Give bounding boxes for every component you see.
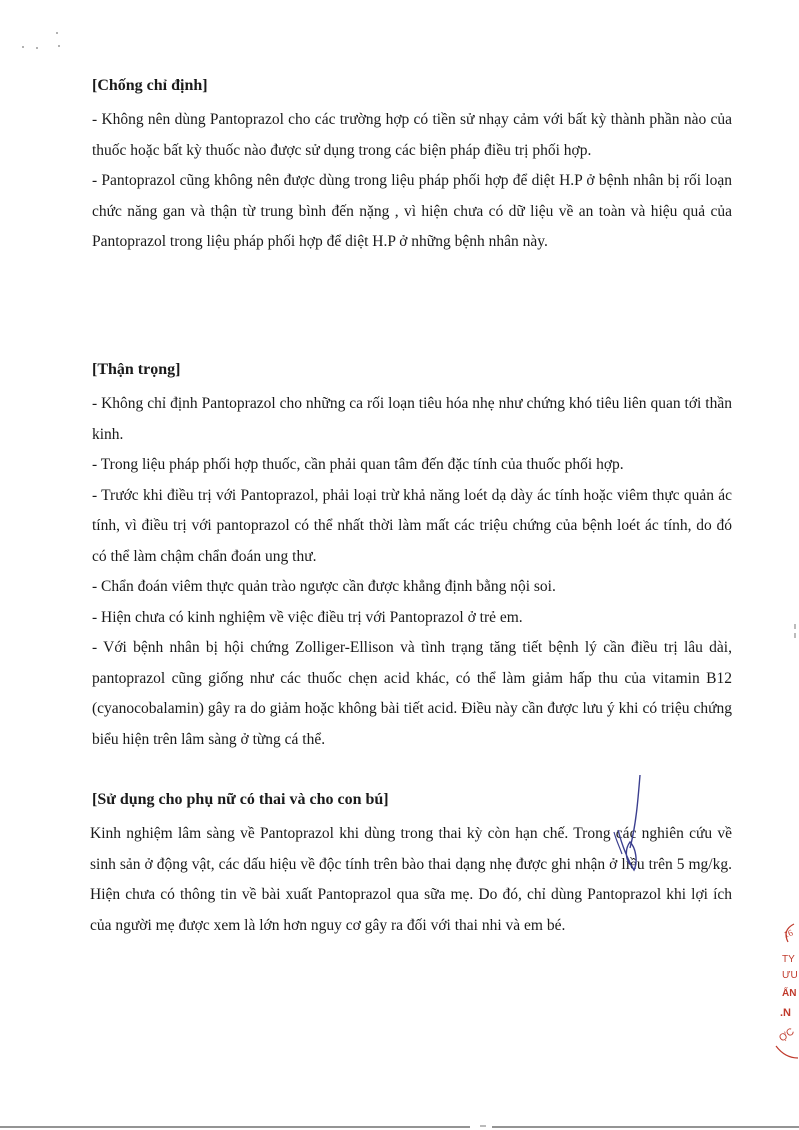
- svg-text:TY: TY: [782, 954, 795, 965]
- pregnancy-heading: [Sử dụng cho phụ nữ có thai và cho con bú]: [92, 791, 389, 808]
- edge-mark: [793, 624, 797, 638]
- precautions-paragraph: - Hiện chưa có kinh nghiệm về việc điều trị với Pantoprazol ở trẻ em.: [92, 608, 523, 626]
- precautions-section: [92, 360, 732, 755]
- contraindications-paragraph: - Pantoprazol cũng không nên được dùng trong liệu pháp phối hợp để diệt H.P ở bệnh nhân bị rối loạn chức năng gan và thận từ trung bình đến nặng , vì hiện chưa có dữ liệu về an toàn và hiệu quả của Pantoprazol trong liệu pháp phối hợp để diệt H.P ở những bệnh nhân này.: [92, 172, 732, 250]
- precautions-paragraph: - Chẩn đoán viêm thực quản trào ngược cần được khẳng định bằng nội soi.: [92, 578, 556, 595]
- contraindications-heading: [Chống chỉ định]: [92, 77, 208, 94]
- footer-rule: [0, 1118, 799, 1130]
- svg-text:.N: .N: [780, 1007, 791, 1019]
- contraindications-section: [92, 76, 732, 258]
- signature-icon: [600, 770, 670, 890]
- precautions-paragraph: - Với bệnh nhân bị hội chứng Zolliger-Ellison và tình trạng tăng tiết bệnh lý cần điều trị lâu dài, pantoprazol cũng giống như các thuốc chẹn acid khác, có thể làm giảm hấp thu của vitamin B12 (cyanocobalamin) gây ra do giảm hoặc không bài tiết acid. Điều này cần được lưu ý khi có triệu chứng biểu hiện trên lâm sàng ở từng cá thể.: [92, 639, 732, 748]
- company-stamp: [770, 920, 799, 1060]
- precautions-paragraph: - Không chỉ định Pantoprazol cho những ca rối loạn tiêu hóa nhẹ như chứng khó tiêu liên quan tới thần kinh.: [92, 395, 732, 443]
- svg-text:ẨN: ẨN: [782, 988, 797, 999]
- contraindications-paragraph: - Không nên dùng Pantoprazol cho các trường hợp có tiền sử nhạy cảm với bất kỳ thành phần nào của thuốc hoặc bất kỳ thuốc nào được sử dụng trong các biện pháp điều trị phối hợp.: [92, 111, 732, 159]
- precautions-paragraph: - Trong liệu pháp phối hợp thuốc, cần phải quan tâm đến đặc tính của thuốc phối hợp.: [92, 456, 624, 473]
- pregnancy-paragraph: Kinh nghiệm lâm sàng về Pantoprazol khi dùng trong thai kỳ còn hạn chế. Trong các nghiên cứu về sinh sản ở động vật, các dấu hiệu về độc tính trên bào thai dạng nhẹ được ghi nhận ở liều trên 5 mg/kg. Hiện chưa có thông tin về bài xuất Pantoprazol qua sữa mẹ. Do đó, chỉ dùng Pantoprazol khi lợi ích của người mẹ được xem là lớn hơn nguy cơ gây ra đối với thai nhi và em bé.: [90, 825, 732, 934]
- precautions-paragraph: - Trước khi điều trị với Pantoprazol, phải loại trừ khả năng loét dạ dày ác tính hoặc viêm thực quản ác tính, vì điều trị với pantoprazol có thể nhất thời làm mất các triệu chứng của bệnh loét ác tính, do đó có thể làm chậm chẩn đoán ung thư.: [92, 486, 732, 565]
- precautions-heading: [Thận trọng]: [92, 361, 181, 378]
- svg-text:ƯU: ƯU: [782, 970, 798, 981]
- svg-text:16: 16: [782, 927, 795, 940]
- svg-text:ỢC: ỢC: [777, 1026, 797, 1045]
- scan-specks: [22, 32, 72, 52]
